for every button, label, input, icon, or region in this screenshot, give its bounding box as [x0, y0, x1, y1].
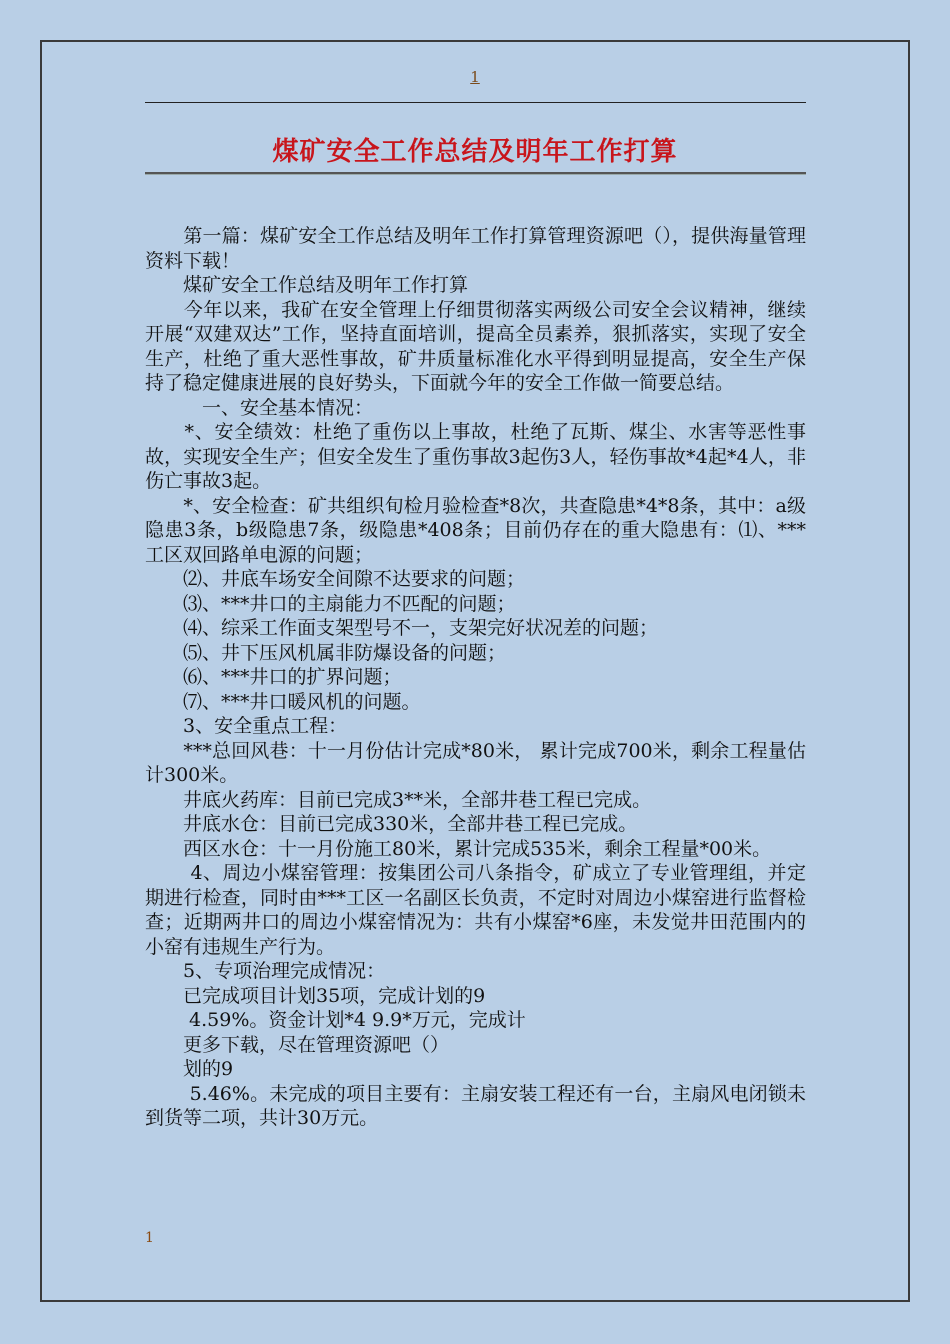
paragraph: 4.59%。资金计划*4 9.9*万元，完成计: [145, 1009, 526, 1031]
paragraph: 3、安全重点工程：: [145, 715, 348, 737]
paragraph: 井底水仓：目前已完成330米，全部井巷工程已完成。: [145, 813, 638, 835]
paragraph: *、安全绩效：杜绝了重伤以上事故，杜绝了瓦斯、煤尘、水害等恶性事故，实现安全生产；但安全发生了重伤事故3起伤3人，轻伤事故*4起*4人，非伤亡事故3起。: [145, 421, 806, 492]
paragraph: ⑸、井下压风机属非防爆设备的问题；: [145, 641, 507, 664]
paragraph: ⑷、综采工作面支架型号不一，支架完好状况差的问题；: [145, 617, 659, 639]
paragraph: 划的9: [145, 1058, 234, 1080]
paragraph: 5.46%。未完成的项目主要有：主扇安装工程还有一台，主扇风电闭锁未到货等二项，共计30万元。: [145, 1082, 806, 1129]
paragraph: 一、安全基本情况：: [145, 396, 374, 419]
paragraph: 已完成项目计划35项，完成计划的9: [145, 984, 486, 1007]
document-body: [145, 224, 806, 1131]
paragraph: 煤矿安全工作总结及明年工作打算: [145, 274, 469, 296]
paragraph: 西区水仓：十一月份施工80米，累计完成535米，剩余工程量*00米。: [145, 837, 772, 860]
paragraph: 5、专项治理完成情况：: [145, 960, 386, 982]
header-page-number: 1: [470, 68, 480, 86]
title-underline: [145, 172, 806, 174]
footer-page-number: 1: [145, 1230, 154, 1246]
paragraph: ⑵、井底车场安全间隙不达要求的问题；: [145, 568, 526, 590]
paragraph: ⑺、***井口暖风机的问题。: [145, 690, 421, 713]
paragraph: *、安全检查：矿共组织旬检月验检查*8次，共查隐患*4*8条，其中：a级隐患3条，b级隐患7条，级隐患*408条；目前仍存在的重大隐患有：⑴、***工区双回路单电源的问题；: [145, 494, 806, 566]
paragraph: 今年以来，我矿在安全管理上仔细贯彻落实两级公司安全会议精神，继续开展“双建双达”工作，坚持直面培训，提高全员素养，狠抓落实，实现了安全生产，杜绝了重大恶性事故，矿井质量标准化水平得到明显提高，安全生产保持了稳定健康进展的良好势头，下面就今年的安全工作做一简要总结。: [145, 298, 806, 394]
paragraph: 4、周边小煤窑管理：按集团公司八条指令，矿成立了专业管理组，并定期进行检查，同时由***工区一名副区长负责，不定时对周边小煤窑进行监督检查；近期两井口的周边小煤窑情况为：共有小煤窑*6座，未发觉井田范围内的小窑有违规生产行为。: [145, 862, 806, 958]
header-rule: [145, 102, 806, 103]
paragraph: ⑹、***井口的扩界问题；: [145, 666, 402, 688]
paragraph: ***总回风巷：十一月份估计完成*80米， 累计完成700米，剩余工程量估计300米。: [145, 739, 806, 786]
paragraph: 井底火药库：目前已完成3**米，全部井巷工程已完成。: [145, 788, 652, 811]
paragraph: 更多下载，尽在管理资源吧（）: [145, 1033, 450, 1056]
paragraph: ⑶、***井口的主扇能力不匹配的问题；: [145, 592, 516, 615]
paragraph: 第一篇：煤矿安全工作总结及明年工作打算管理资源吧（），提供海量管理资料下载！: [145, 225, 806, 272]
document-title: 煤矿安全工作总结及明年工作打算: [272, 137, 678, 167]
